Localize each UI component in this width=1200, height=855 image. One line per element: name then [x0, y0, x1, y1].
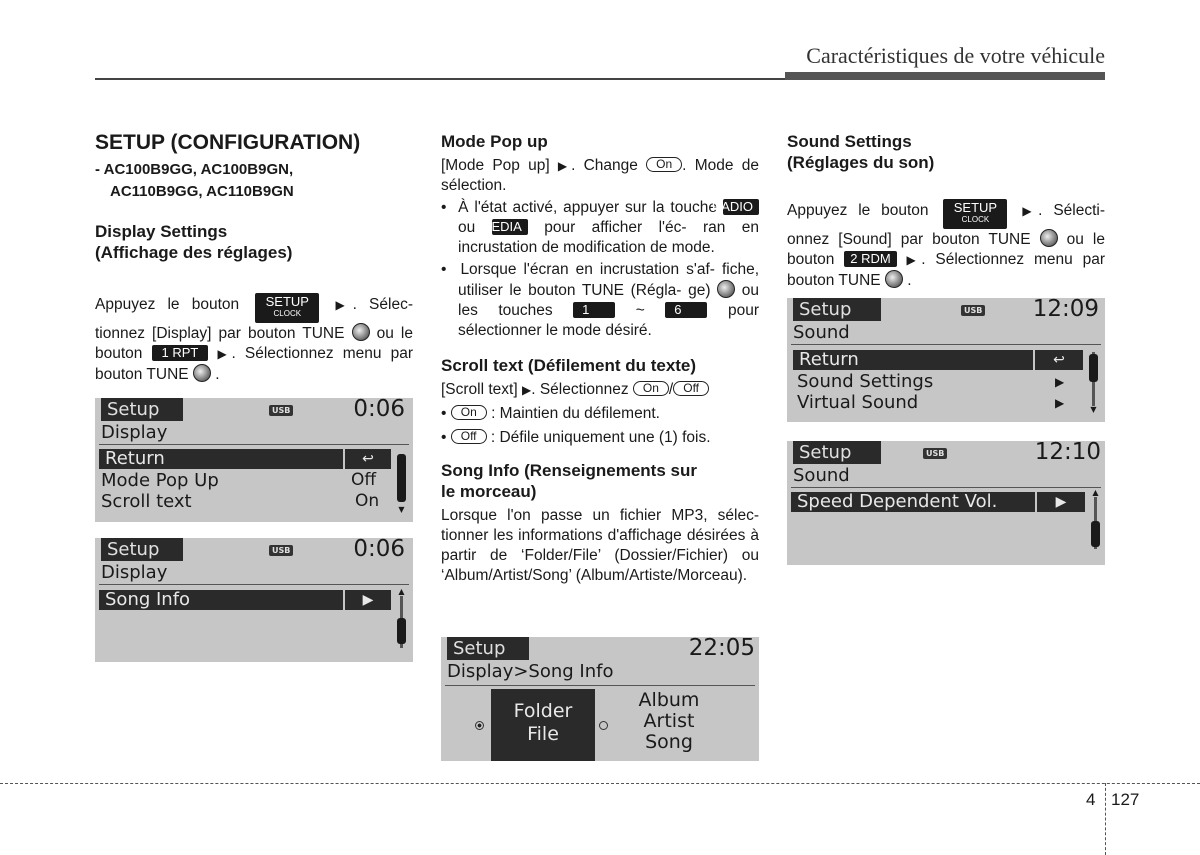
- text: . Sélectionnez: [531, 381, 629, 398]
- option-album-artist-song: [617, 690, 721, 753]
- text: . Sélectionnez menu: [231, 345, 382, 362]
- text: À l'état activé, appuyer sur la touche: [458, 199, 717, 216]
- text: : Maintien du défilement.: [491, 405, 660, 422]
- off-button-icon: Off: [673, 381, 709, 396]
- lcd-menu-path: Sound: [793, 322, 850, 343]
- text: Lorsque l'écran en incrustation s'af-: [460, 261, 715, 278]
- play-arrow-icon: ▶: [521, 383, 532, 397]
- text: mode.: [671, 239, 715, 256]
- heading-line2: (Réglages du son): [787, 153, 935, 172]
- chevron-right-icon: ▶: [1055, 375, 1065, 389]
- lcd-title: Setup: [101, 538, 183, 561]
- rdm-key: 2 RDM: [844, 251, 896, 267]
- lcd-screen-display-settings: [95, 398, 413, 522]
- song-info-heading: [441, 460, 759, 502]
- return-arrow-icon: ↩: [345, 449, 391, 469]
- option-label: File: [527, 723, 559, 745]
- lcd-screen-song-info: [95, 538, 413, 662]
- text: le bouton: [95, 325, 413, 362]
- text: Appuyez le bouton: [95, 296, 240, 313]
- heading-line1: Song Info (Renseignements sur: [441, 461, 697, 480]
- option-label: Artist: [643, 710, 695, 732]
- footer-vertical-rule: [1105, 783, 1106, 855]
- text: pour afficher l'éc-: [544, 219, 687, 236]
- chevron-right-icon: ▶: [1037, 492, 1085, 512]
- mode-popup-heading: Mode Pop up: [441, 132, 548, 151]
- lcd-row-value: On: [355, 491, 380, 511]
- lcd-title: Setup: [447, 637, 529, 660]
- chapter-number: 4: [1086, 790, 1096, 809]
- key-label: SETUP: [953, 200, 998, 215]
- lcd-row-speed-dependent-vol-selected: Speed Dependent Vol.: [791, 492, 1035, 512]
- play-arrow-icon: ▶: [335, 298, 353, 312]
- lcd-row-virtual-sound: Virtual Sound: [797, 392, 919, 413]
- heading-line1: Sound Settings: [787, 132, 912, 151]
- text: tionner les informations d'affichage: [441, 527, 682, 544]
- column-middle: [441, 128, 759, 586]
- header-accent-bar: [785, 72, 1105, 80]
- scroll-up-arrow-icon: ▲: [398, 587, 405, 596]
- tune-knob-icon: [885, 270, 903, 288]
- text: Appuyez le bouton: [787, 202, 929, 219]
- model-codes-line2: AC110B9GG, AC110B9GN: [110, 183, 294, 200]
- tune-knob-icon: [1040, 229, 1058, 247]
- lcd-screen-song-info-options: [441, 637, 759, 761]
- text: par bouton TUNE: [787, 251, 1105, 289]
- text: . Sélecti-: [1038, 202, 1106, 219]
- lcd-row-return-selected: Return: [99, 449, 343, 469]
- on-button-icon: On: [646, 157, 682, 172]
- lcd-scrollbar: [1089, 352, 1098, 414]
- text: bouton: [787, 251, 835, 268]
- lcd-menu-path: Display: [101, 562, 168, 583]
- lcd-title: Setup: [793, 441, 881, 464]
- lcd-menu-path: Sound: [793, 465, 850, 486]
- lcd-row-return-selected: Return: [793, 350, 1033, 370]
- lcd-divider: [791, 344, 1101, 345]
- lcd-clock: 0:06: [353, 398, 405, 422]
- lcd-clock: 12:10: [1034, 441, 1101, 465]
- option-folder-file-selected: [491, 689, 595, 761]
- on-button-icon: On: [633, 381, 669, 396]
- page-number: 127: [1111, 790, 1140, 809]
- scroll-text-heading: Scroll text (Défilement du texte): [441, 356, 697, 375]
- option-label: Album: [638, 689, 700, 711]
- chevron-right-icon: ▶: [345, 590, 391, 610]
- tune-knob-icon: [193, 364, 211, 382]
- text: ge): [688, 282, 711, 299]
- scroll-thumb: [1091, 521, 1100, 547]
- section-heading: SETUP (CONFIGURATION): [95, 131, 361, 154]
- text: par bouton TUNE: [95, 345, 413, 383]
- lcd-divider: [791, 487, 1101, 488]
- text: : Défile uniquement une (1) fois.: [490, 429, 711, 446]
- key-sublabel: CLOCK: [273, 309, 302, 318]
- key-sublabel: CLOCK: [961, 215, 990, 224]
- text: . Mode: [682, 157, 734, 174]
- scroll-on-item: • On : Maintien du défilement.: [441, 405, 660, 422]
- lcd-title: Setup: [101, 398, 183, 421]
- on-button-icon: On: [451, 405, 487, 420]
- heading-line1: Display Settings: [95, 222, 228, 241]
- text: ou le: [1066, 231, 1105, 248]
- song-info-text: [441, 506, 759, 586]
- scroll-down-arrow-icon: ▼: [1090, 405, 1097, 414]
- mode-popup-text: [441, 156, 759, 196]
- radio-selected-icon: [475, 721, 484, 730]
- usb-icon: USB: [923, 448, 947, 459]
- lcd-row-song-info-selected: Song Info: [99, 590, 343, 610]
- setup-clock-key: [255, 293, 319, 323]
- text: ~: [635, 302, 645, 319]
- text: . Change: [571, 157, 638, 174]
- text: [Mode Pop up]: [441, 157, 550, 174]
- lcd-title: Setup: [793, 298, 881, 321]
- play-arrow-icon: ▶: [557, 159, 572, 173]
- tune-knob-icon: [352, 323, 370, 341]
- footer-dashed-rule: [0, 783, 1200, 784]
- text: [Scroll text]: [441, 381, 518, 398]
- header-title: Caractéristiques de votre véhicule: [806, 43, 1105, 68]
- lcd-scrollbar: [397, 588, 406, 648]
- text: ran en incrustation de modification de: [458, 219, 759, 256]
- lcd-screen-sound: [787, 298, 1105, 422]
- text: ou les touches: [458, 282, 759, 319]
- column-left: [95, 128, 413, 385]
- text: (Album/Artiste/Morceau).: [575, 567, 748, 584]
- return-arrow-icon: ↩: [1035, 350, 1083, 370]
- bullet-item: • Lorsque l'écran en incrustation s'af- fiche, utiliser le bouton TUNE (Régla- ge) ou les touches 1 ~ 6 pour sélectionner le mode désiré.: [441, 261, 760, 339]
- lcd-scrollbar: [397, 452, 406, 514]
- display-instructions: [95, 293, 413, 385]
- text: onnez [Sound] par bouton TUNE: [787, 231, 1031, 248]
- lcd-row-sound-settings: Sound Settings: [797, 371, 934, 392]
- lcd-clock: 0:06: [353, 538, 405, 562]
- text: Lorsque l'on passe un fichier MP3, sélec-: [441, 507, 759, 524]
- rpt-key: 1 RPT: [152, 345, 209, 361]
- text: désirées à partir de ‘Folder/File’: [441, 527, 760, 564]
- lcd-clock: 12:09: [1032, 298, 1099, 322]
- model-codes-line1: - AC100B9GG, AC100B9GN,: [95, 161, 294, 178]
- lcd-row-value: Off: [351, 470, 377, 490]
- lcd-screen-speed-dependent-vol: [787, 441, 1105, 565]
- display-settings-heading: [95, 221, 413, 263]
- off-button-icon: Off: [451, 429, 487, 444]
- lcd-scrollbar: [1091, 489, 1100, 549]
- tune-knob-icon: [717, 280, 735, 298]
- scroll-up-arrow-icon: ▲: [1092, 488, 1099, 497]
- scroll-thumb: [397, 618, 406, 644]
- scroll-down-arrow-icon: ▼: [398, 505, 405, 514]
- scroll-off-item: • Off : Défile uniquement une (1) fois.: [441, 429, 711, 446]
- radio-key: RADIO: [723, 199, 759, 215]
- heading-line2: le morceau): [441, 482, 537, 501]
- text: .: [215, 366, 220, 383]
- heading-line2: (Affichage des réglages): [95, 243, 293, 262]
- preset-1-key: 1: [573, 302, 615, 318]
- text: . Sélectionnez menu: [921, 251, 1073, 268]
- column-right: [787, 128, 1105, 291]
- bullet-item: • À l'état activé, appuyer sur la touche RADIO ou MEDIA pour afficher l'éc- ran en incrustation de modification de mode.: [441, 199, 759, 256]
- lcd-row-scroll-text: Scroll text: [101, 491, 192, 512]
- text: (Dossier/Fichier) ou ‘Album/Artist/Song’: [441, 547, 759, 584]
- setup-clock-key: [943, 199, 1007, 229]
- lcd-divider: [445, 685, 755, 686]
- text: ou: [376, 325, 394, 342]
- usb-icon: USB: [961, 305, 985, 316]
- text: tionnez [Display] par bouton TUNE: [95, 325, 345, 342]
- text: ou: [458, 219, 476, 236]
- lcd-menu-path: Display: [101, 422, 168, 443]
- scroll-thumb: [397, 454, 406, 502]
- lcd-menu-path: Display>Song Info: [447, 661, 614, 682]
- option-label: Song: [645, 731, 693, 753]
- scroll-thumb: [1089, 354, 1098, 382]
- play-arrow-icon: ▶: [217, 347, 232, 361]
- usb-icon: USB: [269, 405, 293, 416]
- text: fiche, utiliser le bouton TUNE (Régla-: [458, 261, 760, 299]
- option-label: Folder: [513, 700, 573, 722]
- key-label: SETUP: [265, 294, 309, 309]
- usb-icon: USB: [269, 545, 293, 556]
- text: pour sélectionner le mode désiré.: [458, 302, 759, 339]
- chevron-right-icon: ▶: [1055, 396, 1065, 410]
- lcd-row-mode-popup: Mode Pop Up: [101, 470, 219, 491]
- sound-instructions: [787, 199, 1105, 291]
- lcd-divider: [99, 444, 409, 445]
- lcd-divider: [99, 584, 409, 585]
- preset-6-key: 6: [665, 302, 707, 318]
- radio-unselected-icon: [599, 721, 608, 730]
- text: /: [668, 381, 674, 398]
- sound-settings-heading: [787, 131, 1105, 173]
- play-arrow-icon: ▶: [1022, 204, 1039, 218]
- lcd-clock: 22:05: [688, 637, 755, 661]
- text: de sélection.: [441, 157, 759, 194]
- scroll-text-instructions: [441, 380, 759, 400]
- media-key: MEDIA: [492, 219, 528, 235]
- text: . Sélec-: [352, 296, 413, 313]
- play-arrow-icon: ▶: [906, 253, 922, 267]
- text: .: [907, 272, 912, 289]
